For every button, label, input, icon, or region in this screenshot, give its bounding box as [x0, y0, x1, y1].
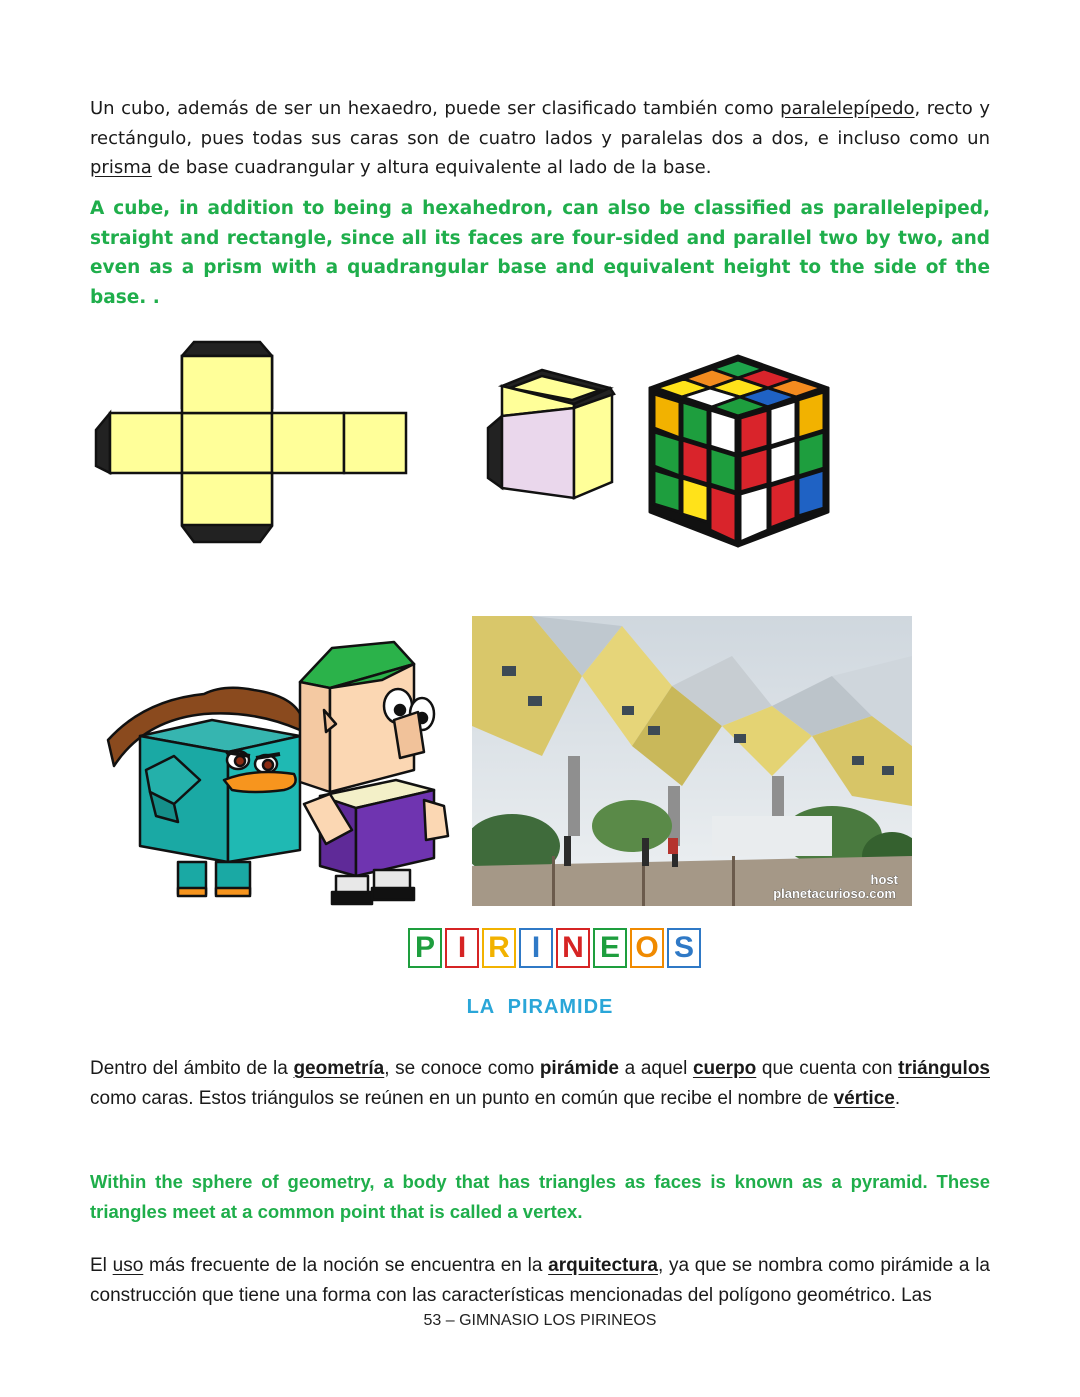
logo-letter: N: [556, 928, 590, 968]
page-footer: 53 – GIMNASIO LOS PIRINEOS: [423, 1312, 657, 1329]
paragraph-pyramid-es: Dentro del ámbito de la geometría, se conoce como pirámide a aquel cuerpo que cuenta con triángulos como caras. Estos triángulos se reúnen en un punto en común que recibe el nombre de vértice.: [90, 1058, 990, 1109]
rubiks-cube-figure: [646, 352, 832, 548]
link-geometria[interactable]: geometría: [293, 1058, 385, 1079]
paragraph-cube-es: Un cubo, además de ser un hexaedro, puede ser clasificado también como paralelepípedo, recto y rectángulo, pues todas sus caras son de cuatro lados y paralelas dos a dos, e incluso como un prisma de base cuadrangular y altura equivalente al lado de la base.: [90, 98, 990, 178]
link-paralelepipedo[interactable]: paralelepípedo: [780, 98, 915, 119]
paragraph-cube-en: A cube, in addition to being a hexahedron, can also be classified as parallelepiped, straight and rectangle, since all its faces are four-sided and parallel two by two, and even as a prism with a quadrangular base and equivalent height to the side of the base. .: [90, 198, 990, 308]
logo-letter: I: [445, 928, 479, 968]
link-prisma[interactable]: prisma: [90, 157, 152, 178]
folding-cube-figure: [482, 368, 622, 504]
logo-letter: I: [519, 928, 553, 968]
cube-houses-photo: [472, 616, 912, 906]
logo-letter: R: [482, 928, 516, 968]
papercraft-characters-figure: [104, 640, 456, 910]
watermark-host: host: [870, 872, 898, 887]
link-uso[interactable]: uso: [112, 1255, 144, 1276]
logo-letter: E: [593, 928, 627, 968]
pirineos-logo: [408, 928, 701, 968]
logo-letter: P: [408, 928, 442, 968]
link-vertice[interactable]: vértice: [833, 1087, 895, 1109]
logo-letter: S: [667, 928, 701, 968]
link-cuerpo[interactable]: cuerpo: [692, 1058, 757, 1079]
cube-net-figure: [94, 338, 410, 548]
paragraph-architecture-es: El uso más frecuente de la noción se encuentra en la arquitectura, ya que se nombra como pirámide a la construcción que tiene una forma con las características mencionadas del polígono geométrico. Las: [90, 1255, 991, 1306]
logo-letter: O: [630, 928, 664, 968]
link-triangulos[interactable]: triángulos: [898, 1058, 990, 1079]
watermark-planetacurioso: planetacurioso.com: [773, 886, 896, 901]
section-title: LA PIRAMIDE: [466, 996, 614, 1018]
paragraph-pyramid-en: Within the sphere of geometry, a body that has triangles as faces is known as a pyramid. These triangles meet at a common point that is called a vertex.: [90, 1171, 990, 1222]
link-arquitectura[interactable]: arquitectura: [548, 1255, 658, 1276]
